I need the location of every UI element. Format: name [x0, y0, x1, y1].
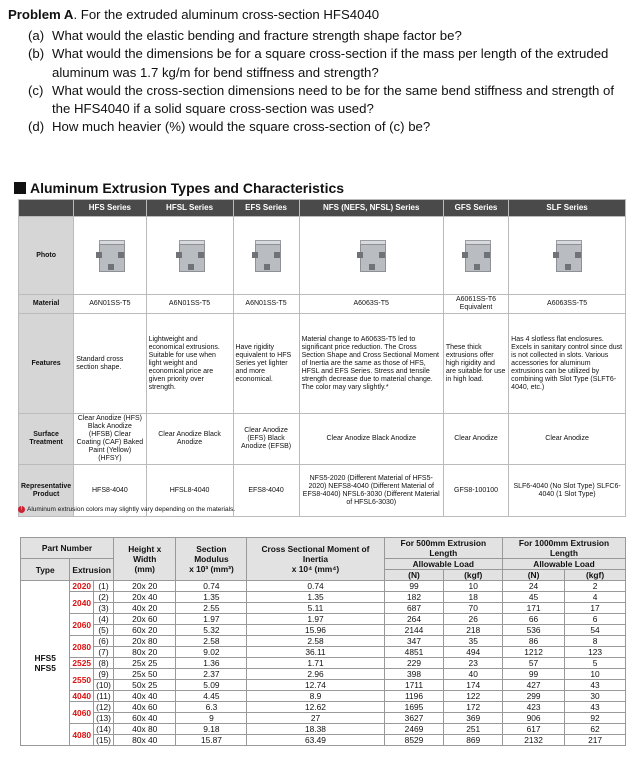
part-n5: 2469 [384, 724, 444, 735]
part-k10: 123 [565, 647, 626, 658]
series-header: HFSL Series [146, 200, 233, 217]
surface-cell: Clear Anodize Black Anodize [299, 414, 443, 465]
row-label-material: Material [19, 295, 74, 314]
part-hw: 40x 80 [114, 724, 176, 735]
part-mom: 27 [247, 713, 384, 724]
question-text: What would the elastic bending and fracture strength shape factor be? [52, 28, 462, 44]
part-k5: 494 [444, 647, 503, 658]
part-n5: 1695 [384, 702, 444, 713]
profile-slot [198, 252, 204, 258]
part-n10: 45 [503, 592, 565, 603]
part-n5: 229 [384, 658, 444, 669]
product-cell: HFS8-4040 [74, 465, 146, 517]
part-n10: 57 [503, 658, 565, 669]
question-text: What would the cross-section dimensions need to be for the same bend stiffness and strength of the HFS4040 if a solid square cross-section was used? [52, 82, 615, 117]
header-n-1000: (N) [503, 570, 565, 581]
product-cell: SLF6-4040 (No Slot Type) SLFC6-4040 (1 Slot Type) [509, 465, 626, 517]
part-hw: 50x 25 [114, 680, 176, 691]
part-k10: 5 [565, 658, 626, 669]
part-hw: 80x 20 [114, 647, 176, 658]
part-idx: (11) [94, 691, 114, 702]
material-cell: A6061SS-T6 Equivalent [443, 295, 508, 314]
part-number-table [20, 537, 626, 746]
extrusion-name: 4040 [70, 691, 94, 702]
part-mom: 5.11 [247, 603, 384, 614]
part-mom: 18.38 [247, 724, 384, 735]
part-mom: 0.74 [247, 581, 384, 592]
profile-slot [575, 252, 581, 258]
part-row [21, 724, 626, 735]
extrusion-name: 2060 [70, 614, 94, 636]
profile-slot [118, 252, 124, 258]
part-k5: 35 [444, 636, 503, 647]
types-row-photo [19, 217, 626, 295]
question-text: How much heavier (%) would the square cross-section of (c) be? [52, 119, 431, 135]
header-n-500: (N) [384, 570, 444, 581]
question-label: (d) [28, 119, 45, 135]
features-cell: Have rigidity equivalent to HFS Series yet lighter and more economical. [233, 314, 299, 414]
part-idx: (15) [94, 735, 114, 746]
part-k5: 122 [444, 691, 503, 702]
part-row [21, 592, 626, 603]
extrusion-profile-icon [459, 238, 493, 274]
part-row [21, 614, 626, 625]
profile-slot [264, 264, 270, 270]
part-k10: 92 [565, 713, 626, 724]
part-idx: (6) [94, 636, 114, 647]
part-mod: 9 [176, 713, 247, 724]
part-n10: 299 [503, 691, 565, 702]
problem-title-text: . For the extruded aluminum cross-section HFS4040 [73, 7, 380, 22]
part-row [21, 680, 626, 691]
question-item [28, 27, 630, 45]
part-mod: 2.55 [176, 603, 247, 614]
part-k10: 217 [565, 735, 626, 746]
part-mom: 12.74 [247, 680, 384, 691]
part-mod: 5.09 [176, 680, 247, 691]
problem-statement [8, 6, 630, 136]
header-allowable-1000: Allowable Load [503, 559, 626, 570]
series-header: SLF Series [509, 200, 626, 217]
header-modulus [176, 538, 247, 581]
part-hw: 40x 40 [114, 691, 176, 702]
photo-cell [146, 217, 233, 295]
extrusion-profile-icon [550, 238, 584, 274]
surface-cell: Clear Anodize Black Anodize [146, 414, 233, 465]
part-n5: 8529 [384, 735, 444, 746]
part-hw: 60x 20 [114, 625, 176, 636]
question-label: (b) [28, 46, 45, 62]
profile-slot [108, 264, 114, 270]
part-row [21, 691, 626, 702]
part-hw: 25x 50 [114, 669, 176, 680]
header-kgf-500: (kgf) [444, 570, 503, 581]
corner-cell [19, 200, 74, 217]
part-mod: 9.18 [176, 724, 247, 735]
part-row [21, 581, 626, 592]
profile-slot [96, 252, 102, 258]
question-item [28, 45, 630, 81]
part-n10: 423 [503, 702, 565, 713]
part-mom: 1.71 [247, 658, 384, 669]
material-cell: A6063SS-T5 [509, 295, 626, 314]
series-header: GFS Series [443, 200, 508, 217]
part-idx: (3) [94, 603, 114, 614]
profile-slot [188, 264, 194, 270]
surface-cell: Clear Anodize [443, 414, 508, 465]
question-list [8, 27, 630, 136]
part-hw: 20x 40 [114, 592, 176, 603]
part-mom: 36.11 [247, 647, 384, 658]
part-idx: (10) [94, 680, 114, 691]
features-cell: Has 4 slotless flat enclosures. Excels in sanitary control since dust is not collected in slots. Various accessories for aluminum extrusions can be utilized by combining with Slot Type (SLFT6-4040, etc.) [509, 314, 626, 414]
part-idx: (2) [94, 592, 114, 603]
part-row [21, 603, 626, 614]
header-hxw-unit: (mm) [134, 564, 155, 574]
part-k10: 30 [565, 691, 626, 702]
part-row [21, 647, 626, 658]
problem-title [8, 6, 630, 24]
part-hw: 20x 20 [114, 581, 176, 592]
part-k5: 174 [444, 680, 503, 691]
part-mod: 9.02 [176, 647, 247, 658]
part-row [21, 658, 626, 669]
part-k10: 54 [565, 625, 626, 636]
part-idx: (7) [94, 647, 114, 658]
part-hw: 25x 25 [114, 658, 176, 669]
types-row-features [19, 314, 626, 414]
product-cell: EFS8-4040 [233, 465, 299, 517]
part-hw: 60x 40 [114, 713, 176, 724]
part-k5: 70 [444, 603, 503, 614]
product-cell: HFSL8-4040 [146, 465, 233, 517]
part-idx: (9) [94, 669, 114, 680]
question-item [28, 118, 630, 136]
part-mod: 2.37 [176, 669, 247, 680]
extrusion-profile-icon [93, 238, 127, 274]
features-cell: These thick extrusions offer high rigidity and are suitable for use in high load. [443, 314, 508, 414]
color-note [18, 506, 235, 513]
note-text: Aluminum extrusion colors may slightly vary depending on the materials. [27, 506, 236, 513]
note-icon: ! [18, 506, 25, 513]
part-row [21, 636, 626, 647]
section-title [14, 180, 344, 196]
part-n10: 1212 [503, 647, 565, 658]
features-cell: Material change to A6063S-T5 led to significant price reduction. The Cross Section Shape and Cross Sectional Moment of Inertia are the same as those of HFS, HFSL and EFS Series. Stress and tensile strength decrease due to material change. The color may vary slightly.* [299, 314, 443, 414]
part-n5: 687 [384, 603, 444, 614]
profile-slot [369, 264, 375, 270]
part-k10: 43 [565, 702, 626, 713]
part-hw: 40x 60 [114, 702, 176, 713]
surface-cell: Clear Anodize (EFS) Black Anodize (EFSB) [233, 414, 299, 465]
extrusion-name: 4080 [70, 724, 94, 746]
part-idx: (5) [94, 625, 114, 636]
profile-slot [462, 252, 468, 258]
header-load500: For 500mm Extrusion Length [384, 538, 502, 559]
question-label: (c) [28, 82, 44, 98]
part-mom: 63.49 [247, 735, 384, 746]
part-n5: 1196 [384, 691, 444, 702]
part-n5: 264 [384, 614, 444, 625]
part-idx: (14) [94, 724, 114, 735]
extrusion-name: 4060 [70, 702, 94, 724]
square-bullet-icon [14, 182, 26, 194]
part-idx: (8) [94, 658, 114, 669]
part-k10: 43 [565, 680, 626, 691]
part-row [21, 625, 626, 636]
part-n10: 906 [503, 713, 565, 724]
material-cell: A6N01SS-T5 [146, 295, 233, 314]
part-n5: 347 [384, 636, 444, 647]
part-mod: 2.58 [176, 636, 247, 647]
header-hxw-label: Height x Width [128, 544, 162, 564]
part-mod: 1.36 [176, 658, 247, 669]
part-mom: 15.96 [247, 625, 384, 636]
header-kgf-1000: (kgf) [565, 570, 626, 581]
part-n5: 1711 [384, 680, 444, 691]
part-n10: 617 [503, 724, 565, 735]
part-mod: 4.45 [176, 691, 247, 702]
part-n5: 2144 [384, 625, 444, 636]
profile-slot [474, 264, 480, 270]
part-hw: 20x 80 [114, 636, 176, 647]
part-k10: 4 [565, 592, 626, 603]
problem-title-bold: Problem A [8, 7, 74, 22]
features-cell: Lightweight and economical extrusions. Suitable for use when light weight and economical price are given priority over strength. [146, 314, 233, 414]
part-k5: 869 [444, 735, 503, 746]
header-modulus-label: Section Modulus [194, 544, 229, 564]
part-mom: 1.35 [247, 592, 384, 603]
series-header: NFS (NEFS, NFSL) Series [299, 200, 443, 217]
part-k10: 17 [565, 603, 626, 614]
part-n5: 3627 [384, 713, 444, 724]
part-mod: 1.97 [176, 614, 247, 625]
extrusion-name: 2020 [70, 581, 94, 592]
part-idx: (1) [94, 581, 114, 592]
surface-cell: Clear Anodize [509, 414, 626, 465]
part-n10: 66 [503, 614, 565, 625]
profile-slot [274, 252, 280, 258]
part-mom: 2.96 [247, 669, 384, 680]
series-header: HFS Series [74, 200, 146, 217]
part-k5: 40 [444, 669, 503, 680]
part-idx: (4) [94, 614, 114, 625]
part-k10: 2 [565, 581, 626, 592]
part-n5: 398 [384, 669, 444, 680]
photo-cell [509, 217, 626, 295]
part-idx: (13) [94, 713, 114, 724]
photo-cell [443, 217, 508, 295]
question-text: What would the dimensions be for a square cross-section if the mass per length of the extruded aluminum was 1.7 kg/m for bend stiffness and strength? [52, 46, 609, 80]
row-label-photo: Photo [19, 217, 74, 295]
part-k10: 8 [565, 636, 626, 647]
part-n10: 536 [503, 625, 565, 636]
extrusion-profile-icon [354, 238, 388, 274]
part-n10: 427 [503, 680, 565, 691]
series-header: EFS Series [233, 200, 299, 217]
part-k10: 6 [565, 614, 626, 625]
part-n5: 182 [384, 592, 444, 603]
part-k10: 10 [565, 669, 626, 680]
part-mod: 6.3 [176, 702, 247, 713]
profile-slot [484, 252, 490, 258]
extrusion-name: 2040 [70, 592, 94, 614]
part-mom: 1.97 [247, 614, 384, 625]
extrusion-name: 2080 [70, 636, 94, 658]
extrusion-profile-icon [249, 238, 283, 274]
part-mod: 5.32 [176, 625, 247, 636]
part-hw: 20x 60 [114, 614, 176, 625]
features-cell: Standard cross section shape. [74, 314, 146, 414]
material-cell: A6N01SS-T5 [74, 295, 146, 314]
material-cell: A6N01SS-T5 [233, 295, 299, 314]
header-load1000: For 1000mm Extrusion Length [503, 538, 626, 559]
row-label-product: Representative Product [19, 465, 74, 517]
profile-slot [379, 252, 385, 258]
part-row [21, 702, 626, 713]
extrusion-name: 2525 [70, 658, 94, 669]
part-mod: 0.74 [176, 581, 247, 592]
header-hxw [114, 538, 176, 581]
types-row-surface [19, 414, 626, 465]
header-extrusion: Extrusion [70, 559, 114, 581]
material-cell: A6063S-T5 [299, 295, 443, 314]
part-mod: 15.87 [176, 735, 247, 746]
profile-slot [553, 252, 559, 258]
product-cell: NFS5-2020 (Different Material of HFS5-2020) NEFS8-4040 (Different Material of EFS8-4040) NFSL6-3030 (Different Material of HFSL6-3030) [299, 465, 443, 517]
part-mom: 2.58 [247, 636, 384, 647]
photo-cell [299, 217, 443, 295]
part-n10: 2132 [503, 735, 565, 746]
header-moment [247, 538, 384, 581]
part-k5: 18 [444, 592, 503, 603]
profile-slot [176, 252, 182, 258]
profile-slot [565, 264, 571, 270]
part-k5: 23 [444, 658, 503, 669]
part-n10: 99 [503, 669, 565, 680]
header-moment-label: Cross Sectional Moment of Inertia [261, 544, 370, 564]
header-moment-unit: x 10⁴ (mm⁴) [291, 564, 340, 574]
part-mom: 8.9 [247, 691, 384, 702]
part-hw: 80x 40 [114, 735, 176, 746]
part-n5: 4851 [384, 647, 444, 658]
question-item [28, 82, 630, 118]
part-n10: 24 [503, 581, 565, 592]
part-row [21, 735, 626, 746]
extrusion-name: 2550 [70, 669, 94, 691]
section-title-text: Aluminum Extrusion Types and Characteristics [30, 180, 345, 196]
part-k10: 62 [565, 724, 626, 735]
extrusion-types-table [18, 199, 626, 517]
extrusion-profile-icon [173, 238, 207, 274]
part-k5: 26 [444, 614, 503, 625]
part-mod: 1.35 [176, 592, 247, 603]
part-row [21, 713, 626, 724]
surface-cell: Clear Anodize (HFS) Black Anodize (HFSB) Clear Coating (CAF) Baked Paint (Yellow) (HFSY) [74, 414, 146, 465]
part-n10: 171 [503, 603, 565, 614]
row-label-features: Features [19, 314, 74, 414]
profile-slot [357, 252, 363, 258]
part-hw: 40x 20 [114, 603, 176, 614]
part-n5: 99 [384, 581, 444, 592]
header-allowable-500: Allowable Load [384, 559, 502, 570]
part-n10: 86 [503, 636, 565, 647]
types-row-material [19, 295, 626, 314]
types-header-row [19, 200, 626, 217]
part-idx: (12) [94, 702, 114, 713]
part-k5: 10 [444, 581, 503, 592]
part-k5: 251 [444, 724, 503, 735]
profile-slot [252, 252, 258, 258]
product-cell: GFS8-100100 [443, 465, 508, 517]
part-mom: 12.62 [247, 702, 384, 713]
row-label-surface: Surface Treatment [19, 414, 74, 465]
photo-cell [74, 217, 146, 295]
part-k5: 369 [444, 713, 503, 724]
part-k5: 172 [444, 702, 503, 713]
part-k5: 218 [444, 625, 503, 636]
header-type: Type [21, 559, 70, 581]
photo-cell [233, 217, 299, 295]
type-cell: HFS5 NFS5 [21, 581, 70, 746]
header-part-number: Part Number [21, 538, 114, 559]
part-row [21, 669, 626, 680]
header-modulus-unit: x 10³ (mm³) [189, 564, 234, 574]
question-label: (a) [28, 28, 45, 44]
